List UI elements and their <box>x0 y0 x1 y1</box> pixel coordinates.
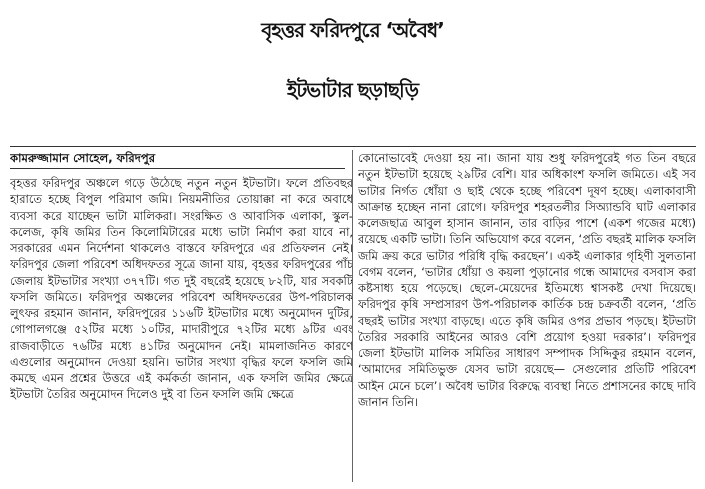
article-body-right: কোনোভাবেই দেওয়া হয় না। জানা যায় শুধু ফরিদপুরেই গত তিন বছরে নতুন ইটভাটা হয়েছে ২৯টির বেশি। যার অধিকাংশ ফসলি জমিতে। এই সব ভাটার নির্গত ধোঁয়া ও ছাই থেকে হচ্ছে পরিবেশ দূষণ হচ্ছে। এলাকাবাসী আক্রান্ত হচ্ছেন নানা রোগে। ফরিদপুর শহরতলীর সিঅ্যান্ডবি ঘাট এলাকার কলেজছাত্র আবুল হাসান জানান, তার বাড়ির পাশে (একশ গজের মধ্যে) রয়েছে একটি ভাটা। তিনি অভিযোগ করে বলেন, ‘প্রতি বছরই মালিক ফসলি জমি ক্রয় করে ভাটার পরিধি বৃদ্ধি করছেন’। একই এলাকার গৃহিণী সুলতানা বেগম বলেন, ‘ভাটার ধোঁয়া ও কয়লা পুড়ানোর গন্ধে আমাদের বসবাস করা কষ্টসাধ্য হয়ে পড়েছে। ছেলে-মেয়েদের ইতিমধ্যে শ্বাসকষ্ট দেখা দিয়েছে। ফরিদপুর কৃষি সম্প্রসারণ উপ-পরিচালক কার্তিক চন্দ্র চক্রবর্তী বলেন, ‘প্রতি বছরই ভাটার সংখ্যা বাড়ছে। এতে কৃষি জমির ওপর প্রভাব পড়ছে। ইটভাটা তৈরির সরকারি আইনের আরও বেশি প্রয়োগ হওয়া দরকার’। ফরিদপুর জেলা ইটভাটা মালিক সমিতির সাধারণ সম্পাদক সিদ্দিকুর রহমান বলেন, ‘আমাদের সমিতিভুক্ত যেসব ভাটা রয়েছে— সেগুলোর প্রতিটি পরিবেশ আইন মেনে চলে’। অবৈধ ভাটার বিরুদ্ধে ব্যবস্থা নিতে প্রশাসনের কাছে দাবি জানান তিনি। <box>358 151 696 409</box>
column-divider <box>352 150 353 482</box>
article-body-left: বৃহত্তর ফরিদপুর অঞ্চলে গড়ে উঠেছে নতুন নতুন ইটভাটা। ফলে প্রতিবছর হারাতে হচ্ছে বিপুল পরিমাণ জমি। নিয়মনীতির তোয়াক্কা না করে অবাধে ব্যবসা করে যাচ্ছেন ভাটা মালিকরা। সংরক্ষিত ও আবাসিক এলাকা, স্কুল-কলেজ, কৃষি জমির তিন কিলোমিটারের মধ্যে ভাটা নির্মাণ করা যাবে না, সরকারের এমন নির্দেশনা থাকলেও বাস্তবে ফরিদপুরে এর প্রতিফলন নেই। ফরিদপুর জেলা পরিবেশ অধিদফতর সূত্রে জানা যায়, বৃহত্তর ফরিদপুরের পাঁচ জেলায় ইটভাটার সংখ্যা ৩৭৭টি। গত দুই বছরেই হয়েছে ৮২টি, যার সবকটি ফসলি জমিতে। ফরিদপুর অঞ্চলের পরিবেশ অধিদফতরের উপ-পরিচালক লুৎফর রহমান জানান, ফরিদপুরের ১১৬টি ইটভাটার মধ্যে অনুমোদন দুটির, গোপালগঞ্জে ৫২টির মধ্যে ১০টির, মাদারীপুরে ৭২টির মধ্যে ৯টির এবং রাজবাড়ীতে ৭৬টির মধ্যে ৪১টির অনুমোদন নেই। মামলাজনিত কারণে এগুলোর অনুমোদন দেওয়া হয়নি। ভাটার সংখ্যা বৃদ্ধির ফলে ফসলি জমি কমছে এমন প্রশ্নের উত্তরে এই কর্মকর্তা জানান, এক ফসলি জমির ক্ষেত্রে ইটভাটা তৈরির অনুমোদন দিলেও দুই বা তিন ফসলি জমি ক্ষেত্রে <box>10 176 353 402</box>
article-column-right <box>358 150 696 482</box>
byline-rule <box>10 168 345 169</box>
headline-line-2: ইটভাটার ছড়াছড়ি <box>287 78 418 102</box>
byline: কামরুজ্জামান সোহেল, ফরিদপুর <box>10 151 156 165</box>
article-column-left <box>10 150 353 482</box>
headline-rule <box>10 146 696 147</box>
headline-line-1: বৃহত্তর ফরিদপুরে ‘অবৈধ’ <box>261 18 444 42</box>
